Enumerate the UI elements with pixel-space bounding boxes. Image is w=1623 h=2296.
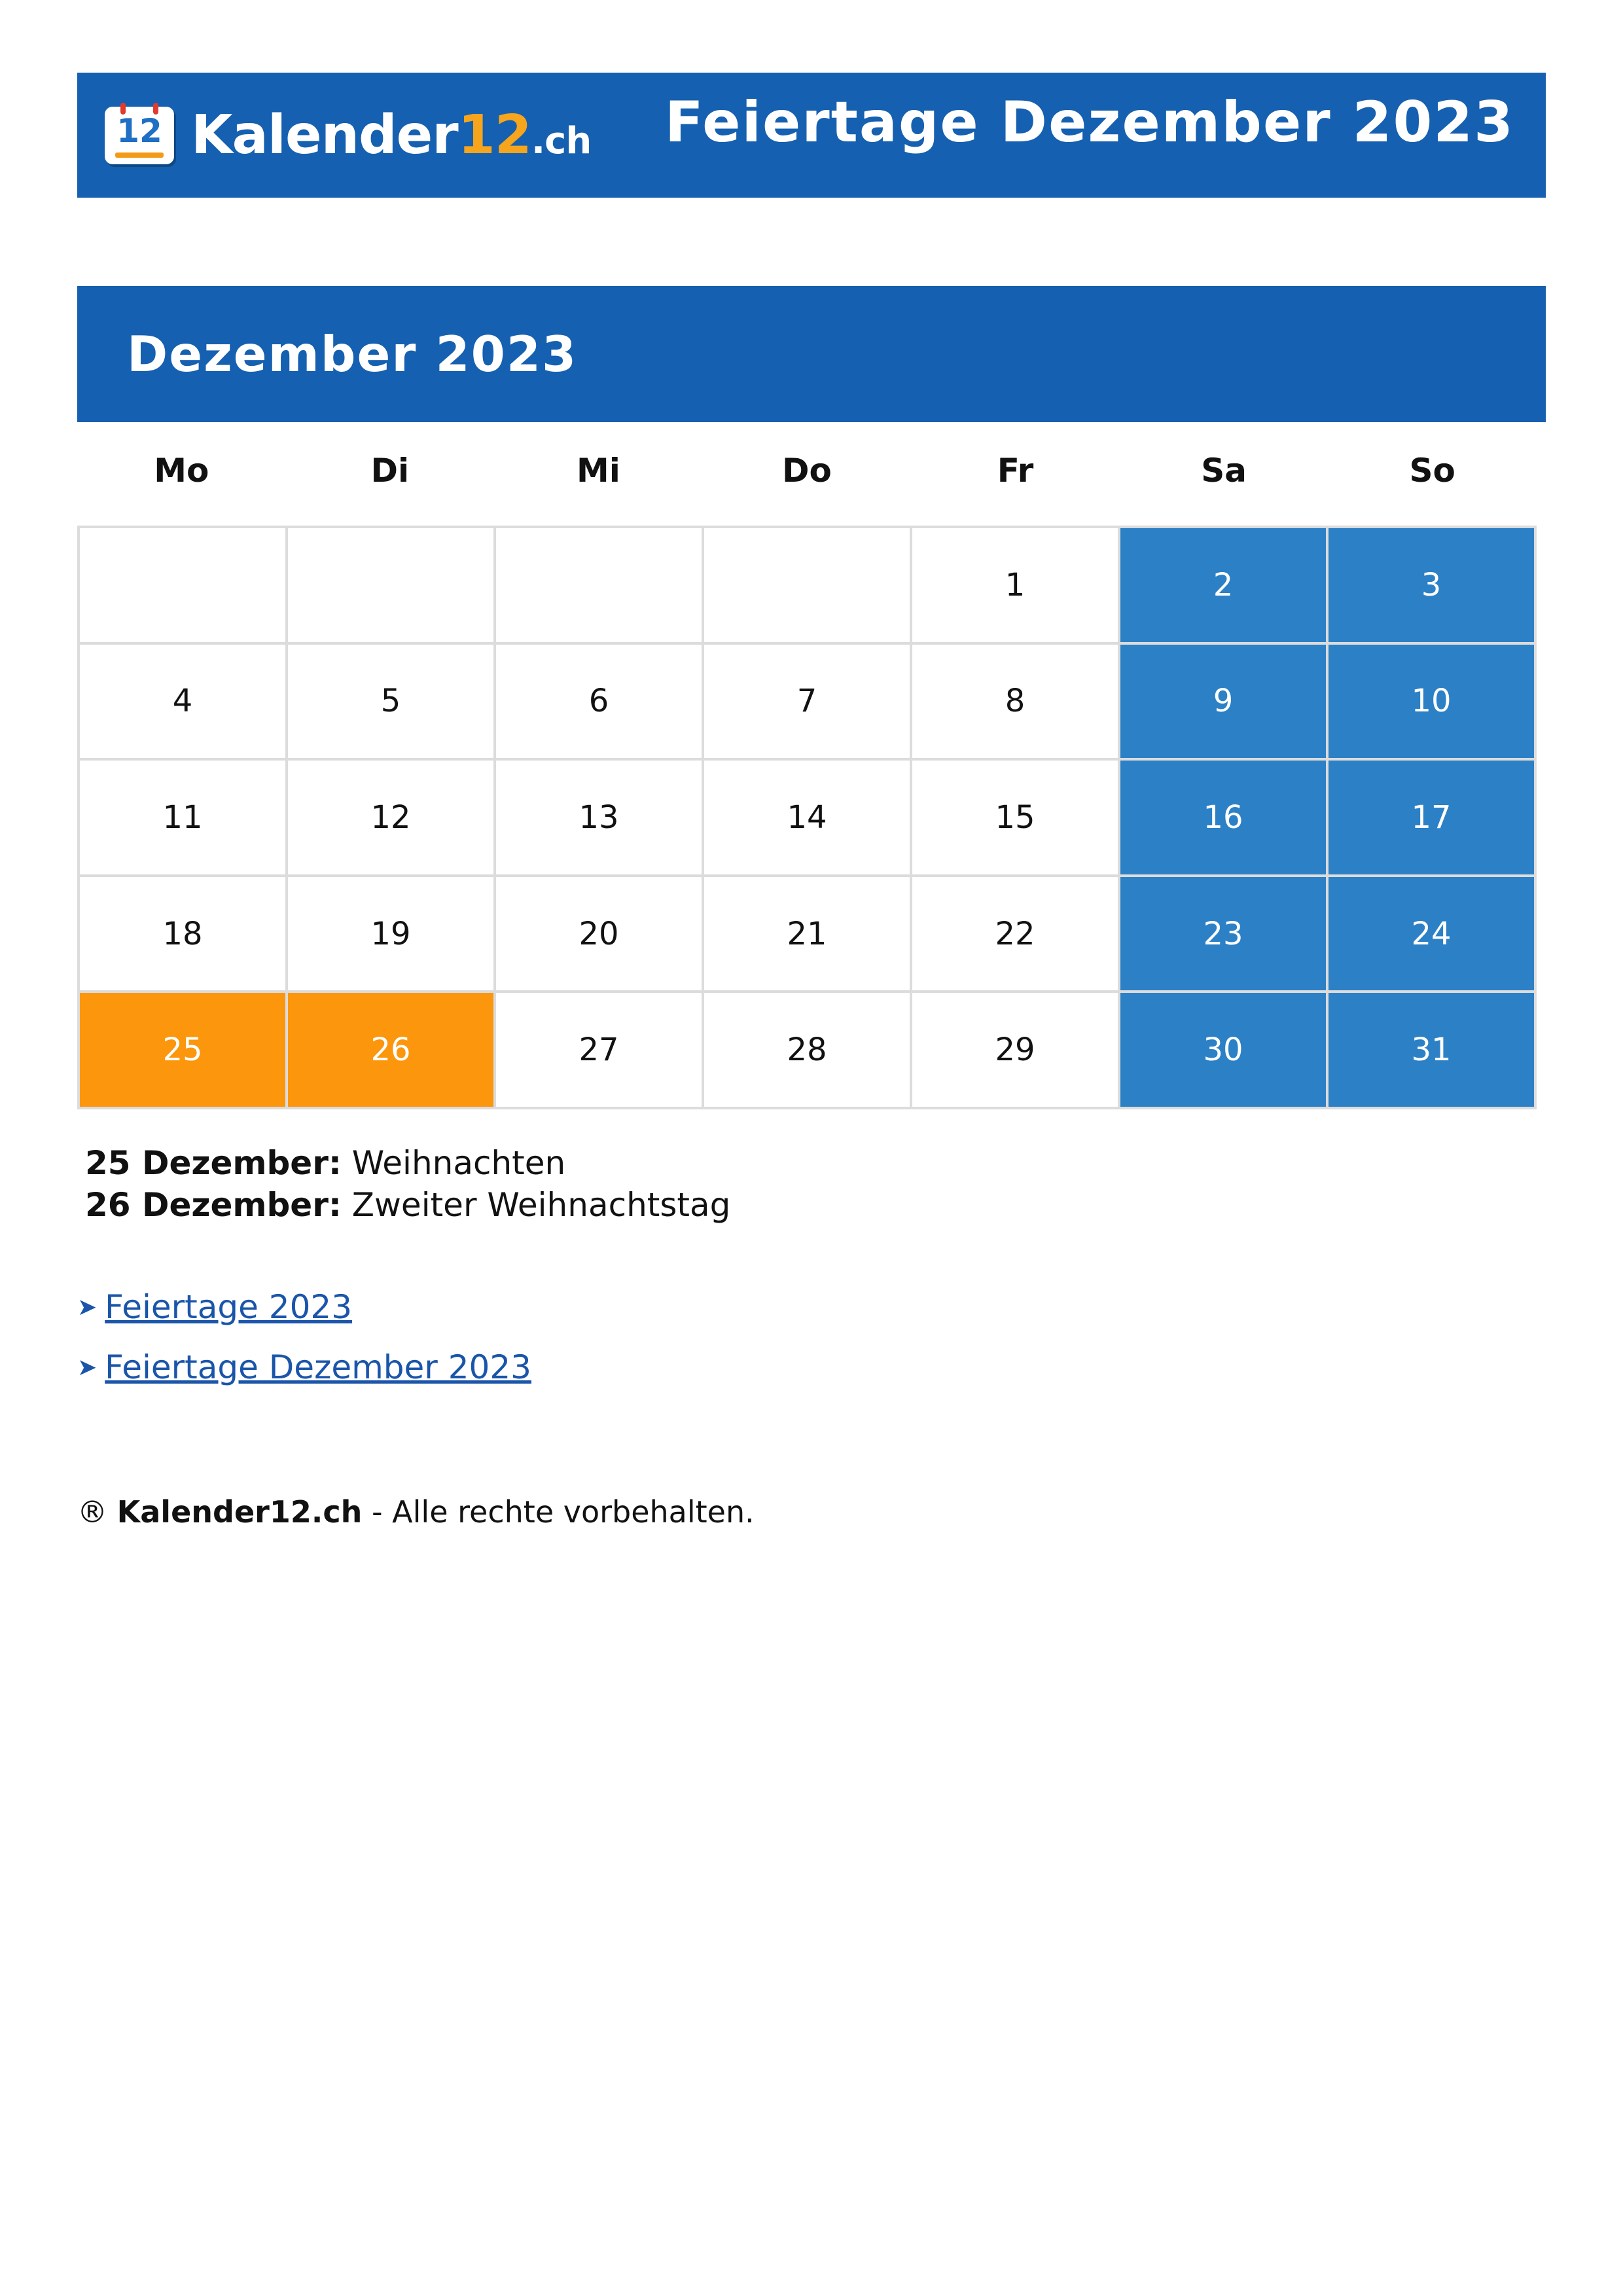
empty-day-cell: [288, 528, 496, 645]
day-cell[interactable]: 1: [912, 528, 1120, 645]
empty-day-cell: [80, 528, 288, 645]
empty-day-cell: [496, 528, 704, 645]
empty-day-cell: [704, 528, 912, 645]
day-cell[interactable]: 25: [80, 993, 288, 1109]
footer-text: - Alle rechte vorbehalten.: [362, 1494, 755, 1530]
day-cell[interactable]: 13: [496, 761, 704, 877]
day-cell[interactable]: 27: [496, 993, 704, 1109]
related-links: [77, 1286, 531, 1407]
day-cell[interactable]: 2: [1120, 528, 1329, 645]
month-banner: [77, 286, 1546, 422]
calendar-grid: [77, 526, 1537, 1109]
link-item: [77, 1286, 531, 1328]
day-cell[interactable]: 3: [1329, 528, 1537, 645]
day-cell[interactable]: 11: [80, 761, 288, 877]
weekday-label: So: [1409, 452, 1455, 490]
day-cell[interactable]: 20: [496, 877, 704, 994]
weekday-label: Mi: [576, 452, 620, 490]
day-cell[interactable]: 18: [80, 877, 288, 994]
footer-brand: Kalender12.ch: [116, 1494, 363, 1530]
day-cell[interactable]: 5: [288, 645, 496, 761]
day-cell[interactable]: 17: [1329, 761, 1537, 877]
day-cell[interactable]: 10: [1329, 645, 1537, 761]
link-feiertage-dezember-2023[interactable]: Feiertage Dezember 2023: [105, 1348, 531, 1386]
logo-wordmark: Kalender12.ch: [191, 104, 592, 166]
day-cell[interactable]: 30: [1120, 993, 1329, 1109]
holiday-item: 26 Dezember: Zweiter Weihnachtstag: [85, 1186, 731, 1224]
day-cell[interactable]: 6: [496, 645, 704, 761]
registered-symbol: ®: [77, 1494, 107, 1530]
day-cell[interactable]: 24: [1329, 877, 1537, 994]
weekday-label: Di: [370, 452, 410, 490]
day-cell[interactable]: 19: [288, 877, 496, 994]
page-header: [77, 73, 1546, 198]
site-logo[interactable]: [105, 104, 591, 167]
logo-badge-number: 12: [116, 112, 162, 150]
footer: [77, 1494, 755, 1530]
page-title: Feiertage Dezember 2023: [664, 90, 1514, 155]
day-cell[interactable]: 16: [1120, 761, 1329, 877]
day-cell[interactable]: 8: [912, 645, 1120, 761]
calendar-logo-icon: [105, 107, 174, 164]
weekday-label: Mo: [154, 452, 209, 490]
arrow-right-icon: ➤: [77, 1354, 98, 1381]
day-cell[interactable]: 9: [1120, 645, 1329, 761]
weekday-label: Fr: [997, 452, 1034, 490]
link-feiertage-2023[interactable]: Feiertage 2023: [105, 1288, 353, 1326]
day-cell[interactable]: 28: [704, 993, 912, 1109]
weekday-label: Do: [782, 452, 832, 490]
day-cell[interactable]: 21: [704, 877, 912, 994]
day-cell[interactable]: 12: [288, 761, 496, 877]
holiday-item: 25 Dezember: Weihnachten: [85, 1144, 566, 1182]
arrow-right-icon: ➤: [77, 1293, 98, 1321]
weekday-label: Sa: [1201, 452, 1247, 490]
day-cell[interactable]: 26: [288, 993, 496, 1109]
day-cell[interactable]: 4: [80, 645, 288, 761]
day-cell[interactable]: 23: [1120, 877, 1329, 994]
holiday-list: [85, 1142, 730, 1226]
day-cell[interactable]: 29: [912, 993, 1120, 1109]
month-title: Dezember 2023: [127, 325, 578, 383]
weekday-header-row: [77, 452, 1537, 490]
day-cell[interactable]: 22: [912, 877, 1120, 994]
day-cell[interactable]: 15: [912, 761, 1120, 877]
day-cell[interactable]: 31: [1329, 993, 1537, 1109]
day-cell[interactable]: 7: [704, 645, 912, 761]
link-item: [77, 1346, 531, 1388]
day-cell[interactable]: 14: [704, 761, 912, 877]
